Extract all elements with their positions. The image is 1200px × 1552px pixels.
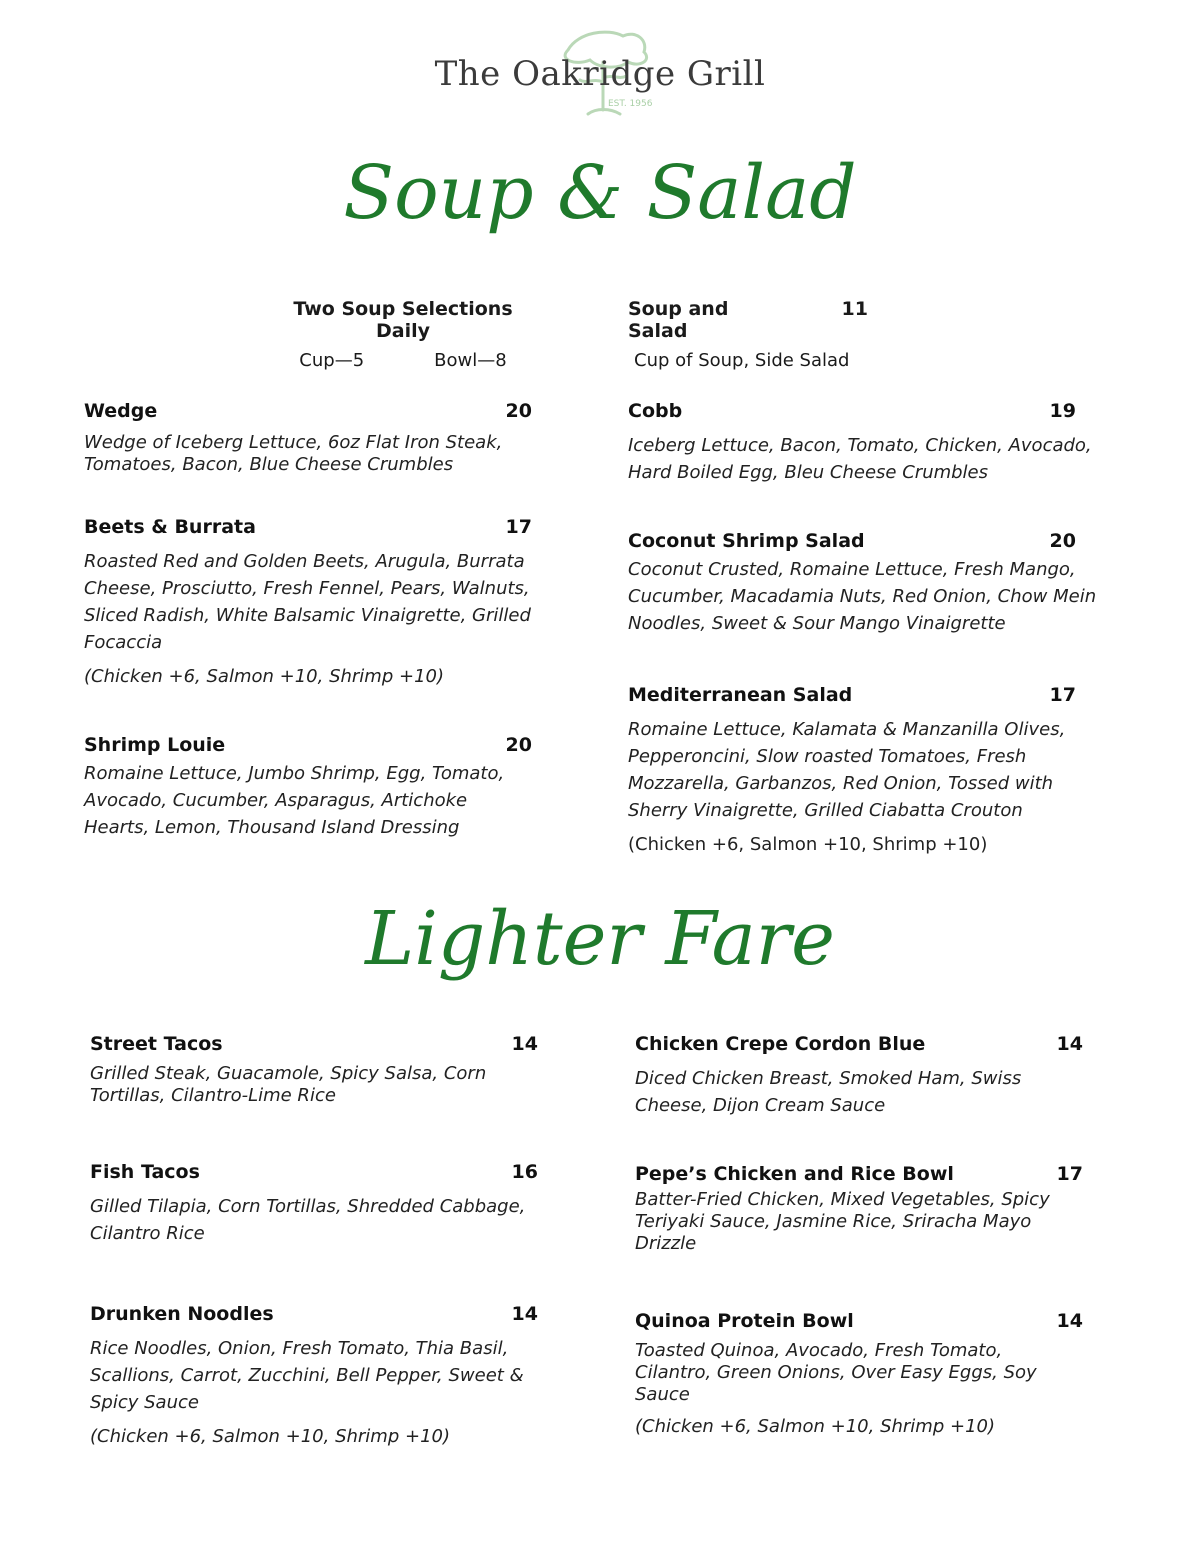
item-desc: Romaine Lettuce, Kalamata & Manzanilla Olives, Pepperoncini, Slow roasted Tomatoes, Fresh Mozzarella, Garbanzos, Red Onion, Tossed with Sherry Vinaigrette, Grilled Ciabatta Crouton: [628, 719, 1066, 821]
item-price: 14: [1056, 1033, 1083, 1055]
menu-item: [90, 1161, 538, 1247]
item-name: Quinoa Protein Bowl: [635, 1310, 854, 1332]
item-price: 14: [1056, 1310, 1083, 1332]
section-title-soup-salad: Soup & Salad: [343, 150, 857, 236]
item-desc: Coconut Crusted, Romaine Lettuce, Fresh Mango, Cucumber, Macadamia Nuts, Red Onion, Chow Mein Noodles, Sweet & Sour Mango Vinaigrette: [628, 559, 1097, 634]
menu-item: [84, 516, 532, 687]
item-price: 17: [1049, 684, 1076, 706]
item-desc: Wedge of Iceberg Lettuce, 6oz Flat Iron Steak, Tomatoes, Bacon, Blue Cheese Crumbles: [84, 432, 503, 475]
item-name: Wedge: [84, 400, 158, 422]
soup-bowl-price: Bowl—8: [434, 350, 507, 371]
menu-item: [90, 1033, 538, 1107]
item-price: 20: [1049, 530, 1076, 552]
item-name: Pepe’s Chicken and Rice Bowl: [635, 1163, 954, 1185]
menu-item: [635, 1033, 1083, 1119]
menu-item: [90, 1303, 538, 1447]
item-name: Fish Tacos: [90, 1161, 200, 1183]
item-name: Beets & Burrata: [84, 516, 256, 538]
item-desc: Gilled Tilapia, Corn Tortillas, Shredded Cabbage, Cilantro Rice: [90, 1196, 526, 1244]
item-name: Cobb: [628, 400, 683, 422]
item-desc: Grilled Steak, Guacamole, Spicy Salsa, Corn Tortillas, Cilantro-Lime Rice: [90, 1063, 487, 1106]
item-desc: Diced Chicken Breast, Smoked Ham, Swiss Cheese, Dijon Cream Sauce: [635, 1068, 1022, 1116]
item-desc: Roasted Red and Golden Beets, Arugula, Burrata Cheese, Prosciutto, Fresh Fennel, Pears, Walnuts, Sliced Radish, White Balsamic Vinaigrette, Grilled Focaccia: [84, 551, 531, 653]
logo-est-text: EST. 1956: [608, 99, 653, 109]
item-desc: Iceberg Lettuce, Bacon, Tomato, Chicken, Avocado, Hard Boiled Egg, Bleu Cheese Crumbles: [628, 435, 1092, 483]
menu-item: [84, 734, 532, 841]
item-price: 11: [841, 298, 868, 320]
item-name: Soup and Salad: [628, 298, 729, 342]
soup-cup-price: Cup—5: [299, 350, 365, 371]
item-price: 17: [505, 516, 532, 538]
item-name: Coconut Shrimp Salad: [628, 530, 865, 552]
item-price: 14: [511, 1303, 538, 1325]
menu-item: [635, 1310, 1083, 1437]
item-price: 19: [1049, 400, 1076, 422]
menu-item: [635, 1163, 1083, 1255]
item-desc: Romaine Lettuce, Jumbo Shrimp, Egg, Tomato, Avocado, Cucumber, Asparagus, Artichoke Hearts, Lemon, Thousand Island Dressing: [84, 763, 505, 838]
item-desc: Toasted Quinoa, Avocado, Fresh Tomato, Cilantro, Green Onions, Over Easy Eggs, Soy Sauce: [635, 1340, 1037, 1405]
item-price: 20: [505, 400, 532, 422]
item-name: Drunken Noodles: [90, 1303, 274, 1325]
item-price: 17: [1056, 1163, 1083, 1185]
soup-daily-block: [272, 298, 534, 371]
item-name: Mediterranean Salad: [628, 684, 853, 706]
item-name: Shrimp Louie: [84, 734, 226, 756]
item-name: Chicken Crepe Cordon Blue: [635, 1033, 926, 1055]
item-addon: (Chicken +6, Salmon +10, Shrimp +10): [90, 1426, 450, 1447]
restaurant-name: The Oakridge Grill: [434, 54, 766, 94]
soup-daily-heading: Two Soup Selections Daily: [293, 298, 513, 342]
item-addon: (Chicken +6, Salmon +10, Shrimp +10): [635, 1416, 995, 1437]
menu-item: [84, 400, 532, 476]
soup-salad-combo: [628, 298, 868, 371]
item-price: 20: [505, 734, 532, 756]
item-addon: (Chicken +6, Salmon +10, Shrimp +10): [84, 666, 444, 687]
item-desc: Batter-Fried Chicken, Mixed Vegetables, Spicy Teriyaki Sauce, Jasmine Rice, Sriracha Mayo Drizzle: [635, 1189, 1050, 1254]
item-desc: Cup of Soup, Side Salad: [634, 350, 850, 371]
item-addon: (Chicken +6, Salmon +10, Shrimp +10): [628, 834, 988, 855]
menu-item: [628, 530, 1097, 637]
item-price: 16: [511, 1161, 538, 1183]
section-title-lighter-fare: Lighter Fare: [365, 896, 835, 982]
item-desc: Rice Noodles, Onion, Fresh Tomato, Thia Basil, Scallions, Carrot, Zucchini, Bell Pepper, Sweet & Spicy Sauce: [90, 1338, 524, 1413]
item-name: Street Tacos: [90, 1033, 223, 1055]
menu-item: [628, 684, 1076, 855]
item-price: 14: [511, 1033, 538, 1055]
menu-item: [628, 400, 1092, 486]
